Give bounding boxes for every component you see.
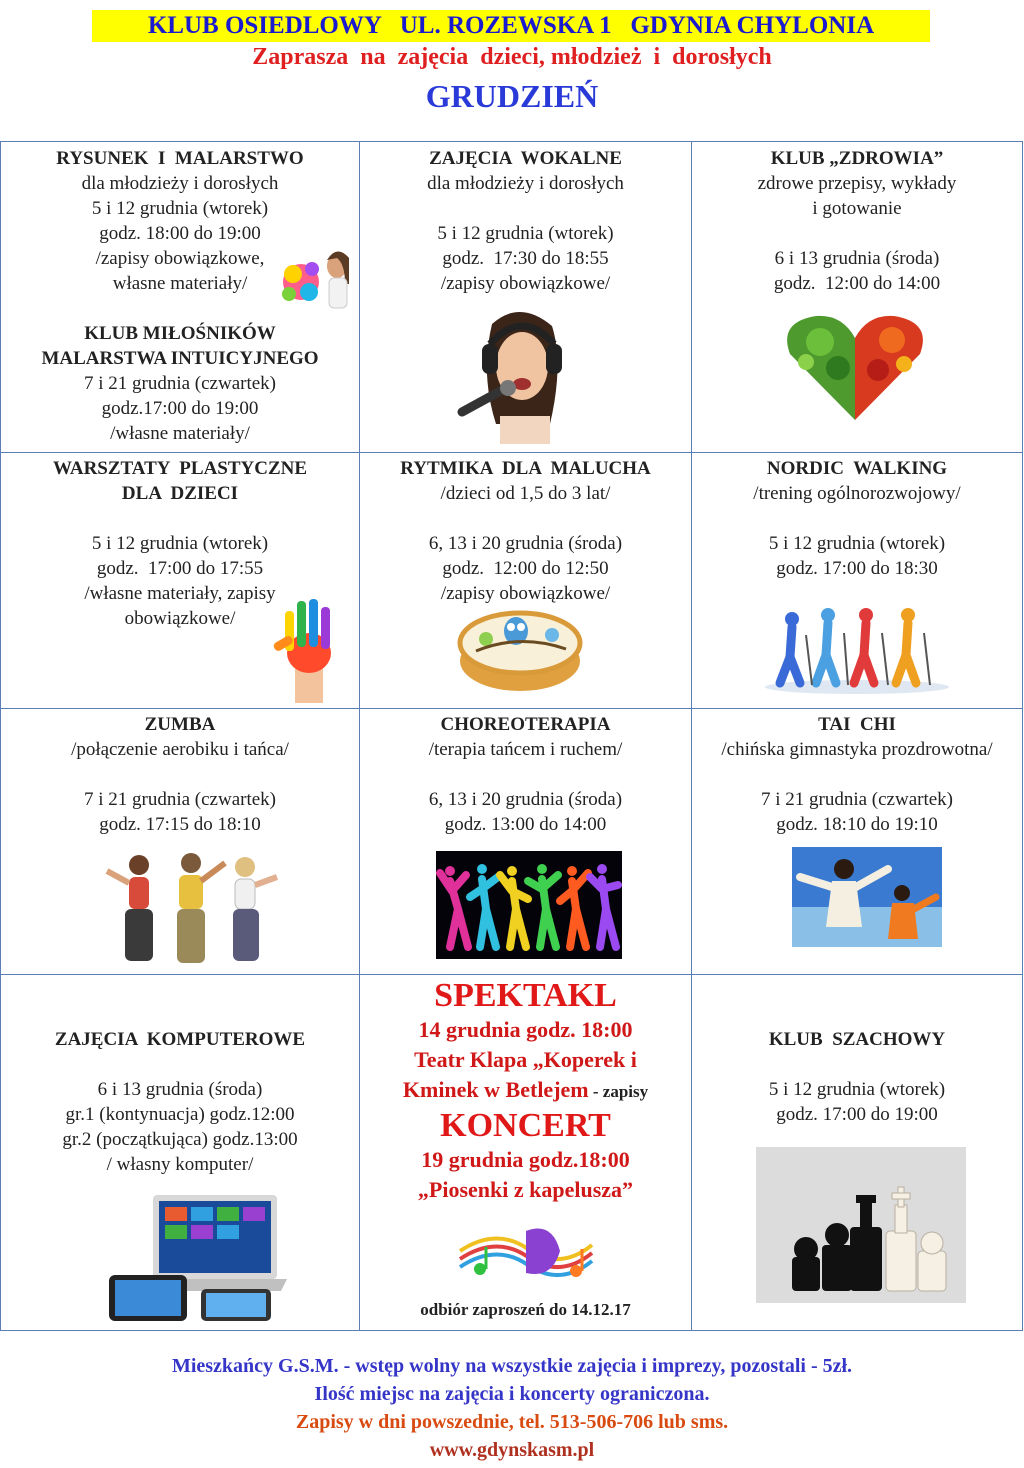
tai-chi-icon (792, 847, 942, 947)
cell-nordic (692, 453, 1023, 709)
dancers-icon (101, 849, 281, 969)
walkers-icon (762, 605, 952, 695)
schedule-row (1, 709, 1023, 975)
cell-line: /zapisy obowiązkowe, (95, 248, 265, 269)
cell-line: 7 i 21 grudnia (czwartek) (83, 789, 277, 810)
cell-title: ZAJĘCIA KOMPUTEROWE (54, 1029, 306, 1050)
cell-line: obowiązkowe/ (124, 608, 236, 629)
cell-line: godz. 17:00 do 19:00 (776, 1104, 938, 1125)
event-line: 19 grudnia godz.18:00 (421, 1147, 630, 1172)
cell-zumba (1, 709, 360, 975)
music-notes-icon (456, 1221, 596, 1281)
painting-girl-icon (279, 244, 357, 314)
footer-capacity-info: Ilość miejsc na zajęcia i koncerty ograniczona. (314, 1383, 710, 1405)
event-title-end: Kminek w Betlejem (402, 1077, 589, 1102)
cell-line: /zapisy obowiązkowe/ (440, 273, 611, 294)
cell-title: KLUB „ZDROWIA” (770, 148, 944, 169)
cell-line: /połączenie aerobiku i tańca/ (71, 739, 289, 760)
cell-line: / własny komputer/ (106, 1154, 254, 1175)
cell-line: godz. 17:00 do 18:30 (776, 558, 938, 579)
cell-line: 6, 13 i 20 grudnia (środa) (428, 533, 623, 554)
event-line: Teatr Klapa „Koperek i (414, 1047, 637, 1072)
cell-line: godz. 17:30 do 18:55 (442, 248, 609, 269)
schedule-grid (0, 141, 1023, 1331)
cell-line: godz. 12:00 do 12:50 (442, 558, 609, 579)
cell-line: 7 i 21 grudnia (czwartek) (760, 789, 954, 810)
cell-event (360, 975, 692, 1331)
cell-title: MALARSTWA INTUICYJNEGO (41, 348, 319, 369)
dance-silhouettes-icon (436, 851, 622, 959)
cell-line: godz. 17:00 do 17:55 (96, 558, 264, 579)
footer-website: www.gdynskasm.pl (429, 1439, 595, 1461)
cell-line: gr.1 (kontynuacja) godz.12:00 (65, 1104, 295, 1125)
invitation-note: odbiór zaproszeń do 14.12.17 (420, 1300, 631, 1319)
cell-title: KLUB MIŁOŚNIKÓW (84, 323, 276, 344)
tambourine-icon (456, 603, 586, 695)
cell-line: i gotowanie (812, 198, 902, 219)
cell-line: /własne materiały, zapisy (84, 583, 276, 604)
cell-plastyczne (1, 453, 360, 709)
cell-title: RYSUNEK I MALARSTWO (56, 148, 304, 169)
cell-line: godz. 17:15 do 18:10 (99, 814, 261, 835)
event-line (360, 1075, 691, 1107)
schedule-row (1, 142, 1023, 453)
cell-rysunek (1, 142, 360, 453)
cell-wokalne (360, 142, 692, 453)
month-heading: GRUDZIEŃ (425, 78, 599, 114)
cell-line: 5 i 12 grudnia (wtorek) (437, 223, 614, 244)
vegetable-heart-icon (780, 312, 930, 422)
cell-szachy (692, 975, 1023, 1331)
cell-choreo (360, 709, 692, 975)
footer-signup-info: Zapisy w dni powszednie, tel. 513-506-706 lub sms. (295, 1411, 729, 1433)
cell-title: RYTMIKA DLA MALUCHA (400, 458, 651, 479)
cell-line: zdrowe przepisy, wykłady (757, 173, 957, 194)
cell-line: godz. 18:10 do 19:10 (776, 814, 938, 835)
cell-line: dla młodzieży i dorosłych (427, 173, 624, 194)
cell-line: godz.17:00 do 19:00 (101, 398, 259, 419)
page-footer (0, 1352, 1024, 1464)
cell-line: 6, 13 i 20 grudnia (środa) (428, 789, 623, 810)
cell-line: 7 i 21 grudnia (czwartek) (83, 373, 277, 394)
zapisy-note: - zapisy (588, 1082, 649, 1101)
cell-line: godz. 13:00 do 14:00 (444, 814, 607, 835)
devices-icon (105, 1191, 289, 1323)
cell-title: CHOREOTERAPIA (440, 714, 611, 735)
club-title: KLUB OSIEDLOWY UL. ROZEWSKA 1 GDYNIA CHYLONIA (92, 10, 930, 42)
cell-title: ZUMBA (144, 714, 216, 735)
cell-line: godz. 18:00 do 19:00 (99, 223, 261, 244)
cell-line: 5 i 12 grudnia (wtorek) (91, 198, 269, 219)
painted-hand-icon (273, 595, 343, 703)
cell-line: gr.2 (początkująca) godz.13:00 (62, 1129, 298, 1150)
cell-line: /chińska gimnastyka prozdrowotna/ (721, 739, 993, 760)
cell-line: /zapisy obowiązkowe/ (440, 583, 611, 604)
invitation-subtitle: Zaprasza na zajęcia dzieci, młodzież i dorosłych (252, 44, 772, 70)
cell-title: NORDIC WALKING (766, 458, 948, 479)
cell-title: ZAJĘCIA WOKALNE (429, 148, 622, 169)
cell-taichi (692, 709, 1023, 975)
cell-line: 6 i 13 grudnia (środa) (97, 1079, 263, 1100)
cell-title: KLUB SZACHOWY (768, 1029, 946, 1050)
cell-title: WARSZTATY PLASTYCZNE (52, 458, 308, 479)
cell-line: /trening ogólnorozwojowy/ (753, 483, 961, 504)
cell-title: TAI CHI (818, 714, 896, 735)
cell-line: własne materiały/ (112, 273, 248, 294)
schedule-row (1, 453, 1023, 709)
cell-line: /dzieci od 1,5 do 3 lat/ (440, 483, 611, 504)
cell-rytmika (360, 453, 692, 709)
cell-line: godz. 12:00 do 14:00 (773, 273, 941, 294)
cell-zdrowia (692, 142, 1023, 453)
koncert-heading: KONCERT (440, 1107, 611, 1144)
cell-line: /terapia tańcem i ruchem/ (428, 739, 623, 760)
event-line: 14 grudnia godz. 18:00 (418, 1017, 633, 1042)
cell-line: 6 i 13 grudnia (środa) (774, 248, 940, 269)
cell-line: dla młodzieży i dorosłych (81, 173, 279, 194)
event-line: „Piosenki z kapelusza” (417, 1177, 634, 1202)
cell-title: DLA DZIECI (121, 483, 239, 504)
spektakl-heading: SPEKTAKL (434, 977, 617, 1014)
footer-entry-info: Mieszkańcy G.S.M. - wstęp wolny na wszystkie zajęcia i imprezy, pozostali - 5zł. (171, 1355, 853, 1377)
cell-komputer (1, 975, 360, 1331)
cell-line: 5 i 12 grudnia (wtorek) (91, 533, 269, 554)
chess-pieces-icon (756, 1147, 966, 1303)
cell-line: 5 i 12 grudnia (wtorek) (768, 533, 946, 554)
singer-microphone-icon (440, 304, 600, 444)
cell-line: /własne materiały/ (110, 423, 250, 444)
schedule-row (1, 975, 1023, 1331)
cell-line: 5 i 12 grudnia (wtorek) (768, 1079, 946, 1100)
